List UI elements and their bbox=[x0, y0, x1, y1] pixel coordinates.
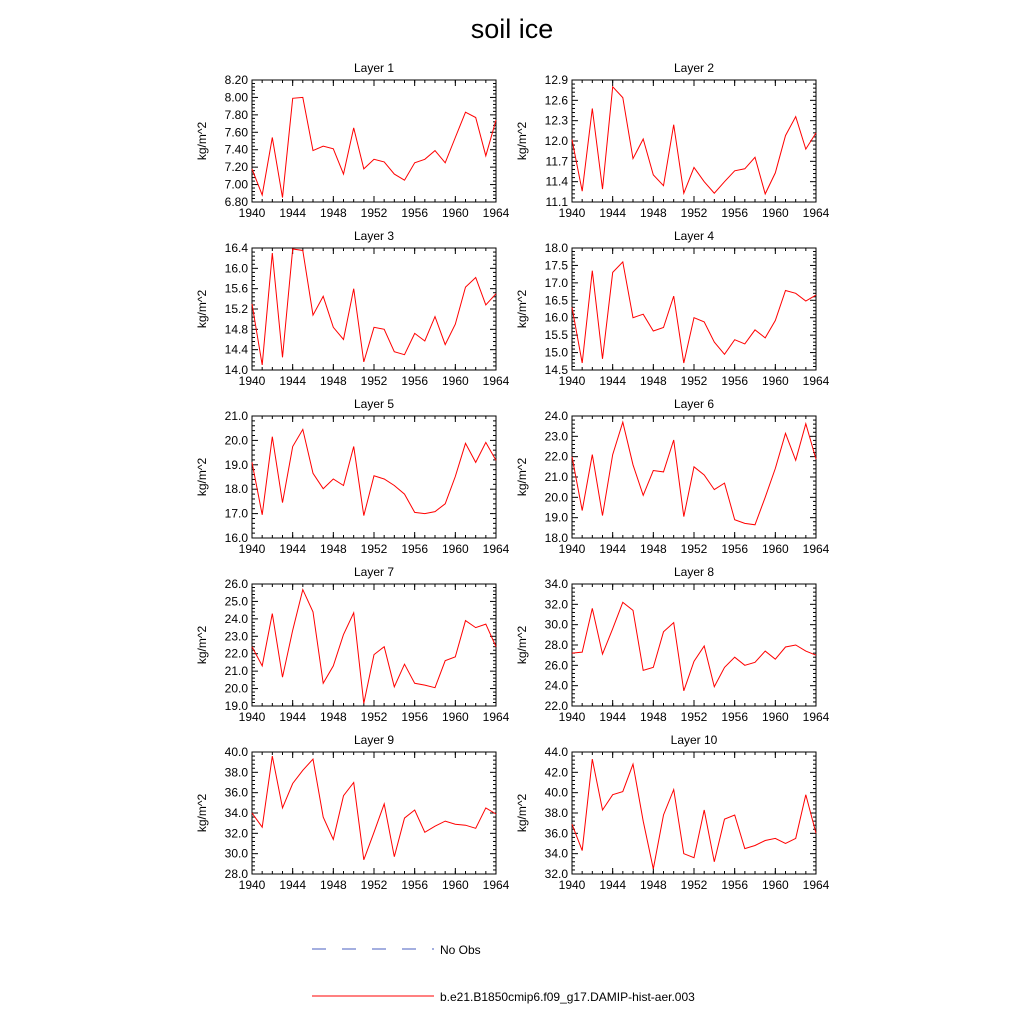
x-tick-label: 1952 bbox=[360, 542, 388, 556]
x-tick-label: 1960 bbox=[761, 878, 789, 892]
x-tick-label: 1956 bbox=[721, 206, 749, 220]
x-tick-label: 1960 bbox=[761, 710, 789, 724]
y-tick-label: 11.4 bbox=[545, 174, 568, 189]
x-tick-label: 1952 bbox=[680, 374, 708, 388]
y-tick-label: 17.0 bbox=[544, 275, 568, 290]
y-tick-label: 16.0 bbox=[224, 261, 248, 276]
y-tick-label: 7.80 bbox=[224, 107, 248, 122]
y-tick-label: 15.0 bbox=[544, 345, 568, 360]
x-tick-label: 1948 bbox=[639, 374, 667, 388]
x-tick-label: 1952 bbox=[680, 206, 708, 220]
y-tick-label: 14.0 bbox=[224, 363, 248, 377]
y-tick-label: 22.0 bbox=[224, 646, 248, 661]
x-tick-label: 1952 bbox=[360, 374, 388, 388]
y-tick-label: 28.0 bbox=[224, 867, 248, 881]
x-tick-label: 1964 bbox=[482, 374, 510, 388]
y-axis-label: kg/m^2 bbox=[195, 121, 209, 161]
y-tick-label: 16.4 bbox=[224, 241, 248, 255]
x-tick-label: 1948 bbox=[319, 710, 347, 724]
y-tick-label: 7.40 bbox=[224, 142, 248, 157]
y-axis-label: kg/m^2 bbox=[195, 625, 209, 665]
x-tick-label: 1964 bbox=[802, 542, 830, 556]
legend-series-label: b.e21.B1850cmip6.f09_g17.DAMIP-hist-aer.003 bbox=[440, 990, 695, 1004]
x-tick-label: 1944 bbox=[279, 542, 307, 556]
panel-title: Layer 9 bbox=[353, 733, 395, 747]
panel-layer-10 bbox=[515, 733, 830, 892]
y-tick-label: 16.0 bbox=[544, 310, 568, 325]
x-tick-label: 1948 bbox=[639, 542, 667, 556]
x-tick-label: 1944 bbox=[279, 878, 307, 892]
series-line bbox=[252, 97, 496, 197]
y-tick-label: 38.0 bbox=[224, 765, 248, 780]
y-tick-label: 34.0 bbox=[544, 846, 568, 861]
plot-frame bbox=[252, 752, 496, 874]
x-tick-label: 1956 bbox=[401, 710, 429, 724]
y-tick-label: 14.4 bbox=[224, 342, 248, 357]
panel-title: Layer 8 bbox=[673, 565, 715, 579]
series-line bbox=[572, 262, 816, 363]
x-tick-label: 1964 bbox=[482, 710, 510, 724]
y-tick-label: 15.6 bbox=[224, 281, 248, 296]
y-tick-label: 17.0 bbox=[224, 506, 248, 521]
panel-layer-7 bbox=[195, 565, 510, 724]
y-tick-label: 32.0 bbox=[224, 826, 248, 841]
y-tick-label: 20.0 bbox=[224, 433, 248, 448]
legend-obs-label: No Obs bbox=[440, 943, 481, 957]
x-tick-label: 1952 bbox=[360, 206, 388, 220]
y-tick-label: 14.5 bbox=[544, 363, 568, 377]
x-tick-label: 1960 bbox=[761, 374, 789, 388]
y-tick-label: 24.0 bbox=[224, 611, 248, 626]
series-line bbox=[572, 87, 816, 194]
y-tick-label: 12.3 bbox=[544, 113, 568, 128]
x-tick-label: 1940 bbox=[238, 542, 266, 556]
plot-frame bbox=[572, 584, 816, 706]
y-tick-label: 42.0 bbox=[544, 765, 568, 780]
x-tick-label: 1940 bbox=[238, 878, 266, 892]
x-tick-label: 1956 bbox=[401, 542, 429, 556]
y-tick-label: 18.0 bbox=[224, 482, 248, 497]
y-tick-label: 18.0 bbox=[544, 531, 568, 545]
series-line bbox=[252, 756, 496, 860]
panel-title: Layer 6 bbox=[673, 397, 715, 411]
panel-layer-4 bbox=[515, 229, 830, 388]
x-tick-label: 1944 bbox=[279, 374, 307, 388]
y-tick-label: 12.6 bbox=[544, 93, 568, 108]
panel-title: Layer 4 bbox=[673, 229, 715, 243]
y-axis-label: kg/m^2 bbox=[515, 289, 529, 329]
y-tick-label: 19.0 bbox=[544, 510, 568, 525]
y-tick-label: 30.0 bbox=[544, 617, 568, 632]
y-tick-label: 12.9 bbox=[544, 73, 568, 87]
x-tick-label: 1948 bbox=[319, 542, 347, 556]
x-tick-label: 1960 bbox=[761, 542, 789, 556]
x-tick-label: 1964 bbox=[802, 206, 830, 220]
x-tick-label: 1956 bbox=[401, 374, 429, 388]
y-tick-label: 14.8 bbox=[224, 322, 248, 337]
y-tick-label: 32.0 bbox=[544, 867, 568, 881]
plot-frame bbox=[252, 584, 496, 706]
y-tick-label: 16.0 bbox=[224, 531, 248, 545]
x-tick-label: 1964 bbox=[802, 374, 830, 388]
y-tick-label: 11.1 bbox=[545, 195, 568, 209]
y-tick-label: 34.0 bbox=[544, 577, 568, 591]
series-line bbox=[572, 602, 816, 691]
y-tick-label: 26.0 bbox=[224, 577, 248, 591]
x-tick-label: 1940 bbox=[558, 878, 586, 892]
y-axis-label: kg/m^2 bbox=[515, 457, 529, 497]
x-tick-label: 1948 bbox=[319, 206, 347, 220]
y-tick-label: 26.0 bbox=[544, 658, 568, 673]
x-tick-label: 1944 bbox=[599, 878, 627, 892]
x-tick-label: 1940 bbox=[238, 710, 266, 724]
x-tick-label: 1940 bbox=[558, 206, 586, 220]
y-tick-label: 40.0 bbox=[224, 745, 248, 759]
panel-layer-5 bbox=[195, 397, 510, 556]
y-tick-label: 12.0 bbox=[544, 134, 568, 148]
y-tick-label: 17.5 bbox=[544, 258, 568, 273]
y-tick-label: 22.0 bbox=[544, 699, 568, 713]
panel-title: Layer 5 bbox=[353, 397, 395, 411]
x-tick-label: 1944 bbox=[599, 206, 627, 220]
y-axis-label: kg/m^2 bbox=[515, 793, 529, 833]
y-axis-label: kg/m^2 bbox=[515, 121, 529, 161]
panel-layer-3 bbox=[195, 229, 510, 388]
x-tick-label: 1944 bbox=[599, 374, 627, 388]
y-tick-label: 23.0 bbox=[544, 429, 568, 444]
y-axis-label: kg/m^2 bbox=[195, 289, 209, 329]
x-tick-label: 1948 bbox=[319, 374, 347, 388]
x-tick-label: 1940 bbox=[558, 710, 586, 724]
x-tick-label: 1960 bbox=[441, 878, 469, 892]
y-tick-label: 19.0 bbox=[224, 699, 248, 713]
x-tick-label: 1956 bbox=[401, 206, 429, 220]
x-tick-label: 1964 bbox=[482, 206, 510, 220]
x-tick-label: 1948 bbox=[639, 710, 667, 724]
x-tick-label: 1960 bbox=[761, 206, 789, 220]
x-tick-label: 1948 bbox=[639, 206, 667, 220]
panel-title: Layer 7 bbox=[353, 565, 395, 579]
x-tick-label: 1956 bbox=[721, 878, 749, 892]
y-tick-label: 24.0 bbox=[544, 678, 568, 693]
y-tick-label: 20.0 bbox=[544, 490, 568, 505]
panel-layer-9 bbox=[195, 733, 510, 892]
y-tick-label: 18.0 bbox=[544, 241, 568, 255]
y-tick-label: 40.0 bbox=[544, 785, 568, 800]
panel-title: Layer 2 bbox=[673, 61, 715, 75]
x-tick-label: 1940 bbox=[558, 542, 586, 556]
x-tick-label: 1940 bbox=[238, 374, 266, 388]
x-tick-label: 1944 bbox=[279, 206, 307, 220]
x-tick-label: 1956 bbox=[721, 710, 749, 724]
y-axis-label: kg/m^2 bbox=[195, 793, 209, 833]
y-tick-label: 23.0 bbox=[224, 629, 248, 644]
x-tick-label: 1940 bbox=[238, 206, 266, 220]
x-tick-label: 1940 bbox=[558, 374, 586, 388]
x-tick-label: 1944 bbox=[279, 710, 307, 724]
x-tick-label: 1960 bbox=[441, 206, 469, 220]
x-tick-label: 1960 bbox=[441, 542, 469, 556]
series-line bbox=[572, 422, 816, 525]
x-tick-label: 1956 bbox=[721, 542, 749, 556]
y-tick-label: 8.00 bbox=[224, 90, 248, 105]
series-line bbox=[572, 759, 816, 869]
x-tick-label: 1952 bbox=[360, 878, 388, 892]
x-tick-label: 1964 bbox=[482, 878, 510, 892]
x-tick-label: 1948 bbox=[639, 878, 667, 892]
x-tick-label: 1952 bbox=[680, 878, 708, 892]
x-tick-label: 1944 bbox=[599, 542, 627, 556]
y-axis-label: kg/m^2 bbox=[515, 625, 529, 665]
panel-layer-2 bbox=[515, 61, 830, 220]
y-tick-label: 7.60 bbox=[224, 125, 248, 140]
panel-title: Layer 10 bbox=[670, 733, 718, 747]
x-tick-label: 1944 bbox=[599, 710, 627, 724]
x-tick-label: 1964 bbox=[802, 710, 830, 724]
y-tick-label: 8.20 bbox=[224, 73, 248, 87]
y-tick-label: 28.0 bbox=[544, 638, 568, 652]
panel-layer-6 bbox=[515, 397, 830, 556]
page-title: soil ice bbox=[470, 14, 554, 44]
x-tick-label: 1956 bbox=[721, 374, 749, 388]
y-tick-label: 32.0 bbox=[544, 597, 568, 612]
y-tick-label: 36.0 bbox=[224, 785, 248, 800]
y-tick-label: 20.0 bbox=[224, 681, 248, 696]
x-tick-label: 1952 bbox=[360, 710, 388, 724]
x-tick-label: 1960 bbox=[441, 710, 469, 724]
series-line bbox=[252, 590, 496, 704]
y-tick-label: 21.0 bbox=[224, 664, 248, 679]
panel-title: Layer 3 bbox=[353, 229, 395, 243]
y-tick-label: 30.0 bbox=[224, 846, 248, 861]
x-tick-label: 1964 bbox=[482, 542, 510, 556]
y-axis-label: kg/m^2 bbox=[195, 457, 209, 497]
x-tick-label: 1952 bbox=[680, 710, 708, 724]
y-tick-label: 21.0 bbox=[224, 409, 248, 423]
y-tick-label: 15.5 bbox=[544, 328, 568, 343]
panel-title: Layer 1 bbox=[353, 61, 395, 75]
y-tick-label: 22.0 bbox=[544, 449, 568, 464]
plot-frame bbox=[572, 80, 816, 202]
y-tick-label: 6.80 bbox=[224, 195, 248, 209]
y-tick-label: 7.00 bbox=[224, 177, 248, 192]
y-tick-label: 19.0 bbox=[224, 457, 248, 472]
y-tick-label: 24.0 bbox=[544, 409, 568, 423]
y-tick-label: 44.0 bbox=[544, 745, 568, 759]
y-tick-label: 21.0 bbox=[544, 470, 568, 484]
y-tick-label: 36.0 bbox=[544, 826, 568, 841]
panel-layer-1 bbox=[195, 61, 510, 220]
y-tick-label: 16.5 bbox=[544, 293, 568, 308]
panel-layer-8 bbox=[515, 565, 830, 724]
y-tick-label: 7.20 bbox=[224, 160, 248, 175]
y-tick-label: 11.7 bbox=[545, 154, 568, 169]
x-tick-label: 1952 bbox=[680, 542, 708, 556]
y-tick-label: 15.2 bbox=[224, 302, 248, 316]
y-tick-label: 25.0 bbox=[224, 594, 248, 609]
y-tick-label: 34.0 bbox=[224, 806, 248, 820]
x-tick-label: 1960 bbox=[441, 374, 469, 388]
x-tick-label: 1948 bbox=[319, 878, 347, 892]
series-line bbox=[252, 429, 496, 515]
x-tick-label: 1964 bbox=[802, 878, 830, 892]
series-line bbox=[252, 249, 496, 365]
x-tick-label: 1956 bbox=[401, 878, 429, 892]
y-tick-label: 38.0 bbox=[544, 806, 568, 820]
